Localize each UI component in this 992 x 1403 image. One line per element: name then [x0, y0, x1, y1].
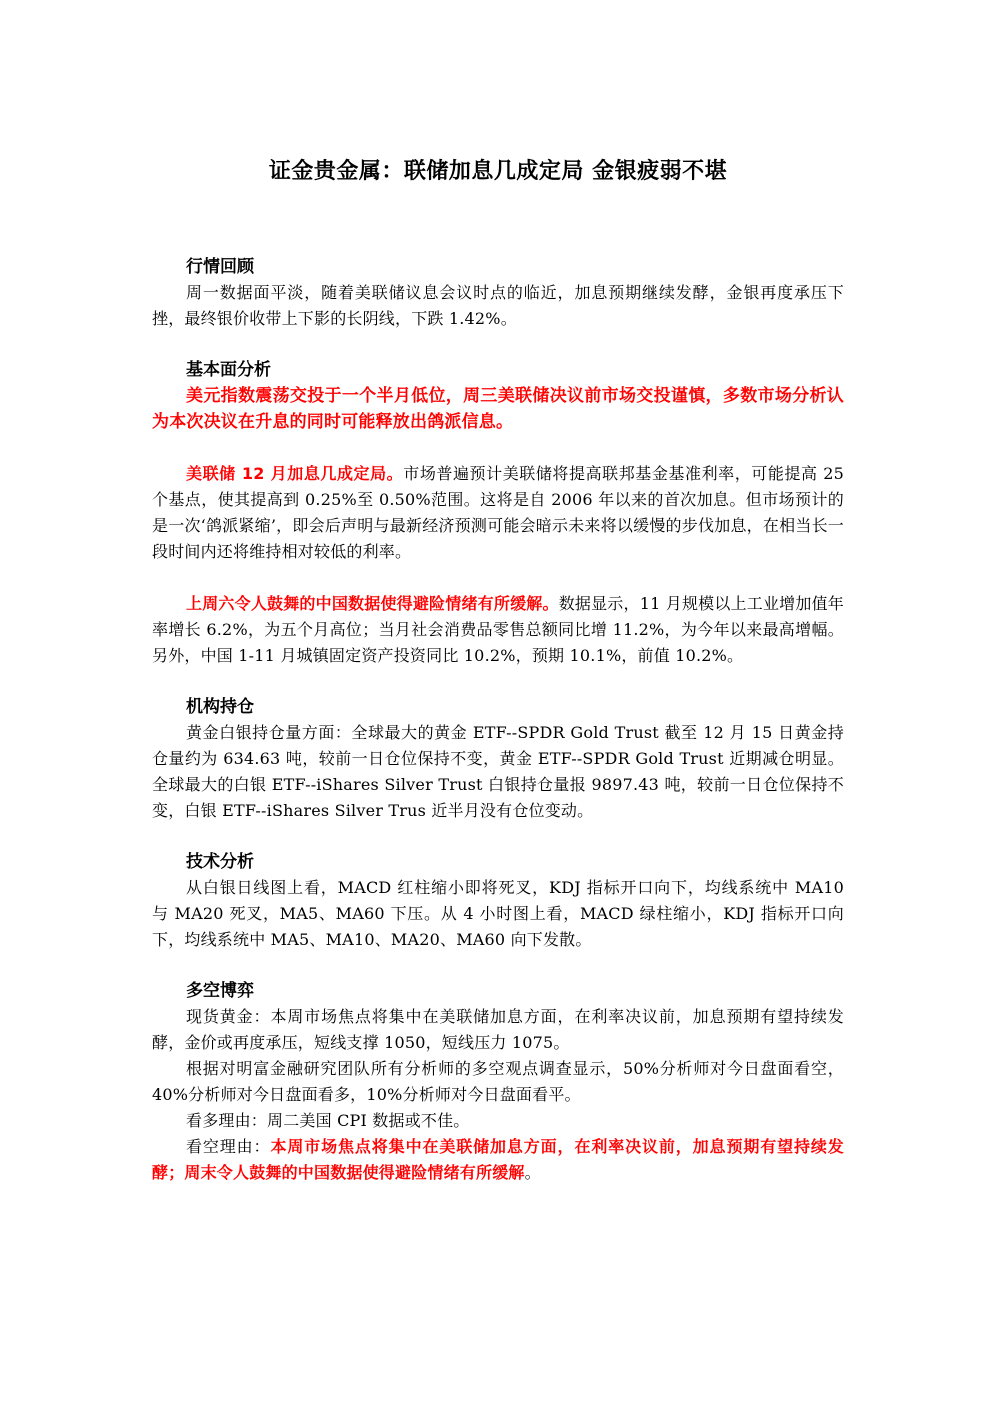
section-heading-fundamental: 基本面分析: [186, 360, 271, 380]
china-data-body: 数据显示，11 月规模以上工业增加值年率增长 6.2%，为五个月高位；当月社会消费品零售总额同比增 11.2%，为今年以来最高增幅。另外，中国 1-11 月城镇固定资产投资同比 10.2%，预期 10.1%，前值 10.2%。: [152, 594, 844, 665]
fundamental-paragraph-fed-hike: [152, 461, 844, 565]
section-heading-review: 行情回顾: [186, 257, 254, 277]
section-institutional-positions: [152, 694, 844, 824]
section-long-short: [152, 978, 844, 1186]
section-heading-longshort: 多空博弈: [186, 981, 254, 1001]
bear-reason-lead: 看空理由：: [186, 1137, 271, 1156]
section-market-review: [152, 254, 844, 332]
section-technical-analysis: [152, 849, 844, 953]
technical-paragraph: 从白银日线图上看，MACD 红柱缩小即将死叉，KDJ 指标开口向下，均线系统中 MA10 与 MA20 死叉，MA5、MA60 下压。从 4 小时图上看，MACD 绿柱缩小，KDJ 指标开口向下，均线系统中 MA5、MA10、MA20、MA60 向下发散。: [152, 878, 844, 949]
section-fundamental-analysis: [152, 357, 844, 669]
fundamental-paragraph-dollar-index: 美元指数震荡交投于一个半月低位，周三美联储决议前市场交投谨慎，多数市场分析认为本次决议在升息的同时可能释放出鸽派信息。: [152, 386, 844, 432]
document-title: 证金贵金属：联储加息几成定局 金银疲弱不堪: [268, 159, 728, 184]
paragraph-spacer: [152, 565, 844, 591]
positions-paragraph: 黄金白银持仓量方面：全球最大的黄金 ETF--SPDR Gold Trust 截至 12 月 15 日黄金持仓量约为 634.63 吨，较前一日仓位保持不变，黄金 ETF--SPDR Gold Trust 近期减仓明显。全球最大的白银 ETF--iShares Silver Trust 白银持仓量报 9897.43 吨，较前一日仓位保持不变，白银 ETF--iShares Silver Trus 近半月没有仓位变动。: [152, 723, 844, 820]
longshort-paragraph-bear-reason: [152, 1134, 844, 1186]
fundamental-paragraph-china-data: [152, 591, 844, 669]
longshort-paragraph-survey: 根据对明富金融研究团队所有分析师的多空观点调查显示，50%分析师对今日盘面看空，40%分析师对今日盘面看多，10%分析师对今日盘面看平。: [152, 1059, 844, 1104]
longshort-paragraph-spot-gold: 现货黄金：本周市场焦点将集中在美联储加息方面，在利率决议前，加息预期有望持续发酵，金价或再度承压，短线支撑 1050，短线压力 1075。: [152, 1007, 844, 1052]
bear-reason-highlight: 本周市场焦点将集中在美联储加息方面，在利率决议前，加息预期有望持续发酵；周末令人鼓舞的中国数据使得避险情绪有所缓解: [152, 1137, 844, 1182]
longshort-paragraph-bull-reason: 看多理由：周二美国 CPI 数据或不佳。: [186, 1111, 470, 1130]
bear-reason-end: 。: [524, 1163, 541, 1182]
paragraph-spacer: [152, 435, 844, 461]
fed-hike-highlight: 美联储 12 月加息几成定局。: [186, 464, 404, 483]
china-data-highlight: 上周六令人鼓舞的中国数据使得避险情绪有所缓解。: [186, 594, 559, 613]
section-heading-technical: 技术分析: [186, 852, 254, 872]
section-heading-positions: 机构持仓: [186, 697, 254, 717]
document-page: [152, 150, 844, 1211]
review-paragraph: 周一数据面平淡，随着美联储议息会议时点的临近，加息预期继续发酵，金银再度承压下挫，最终银价收带上下影的长阴线，下跌 1.42%。: [152, 283, 844, 328]
fed-hike-body: 市场普遍预计美联储将提高联邦基金基准利率，可能提高 25 个基点，使其提高到 0.25%至 0.50%范围。这将是自 2006 年以来的首次加息。但市场预计的是一次‘鸽派紧缩’，即会后声明与最新经济预测可能会暗示未来将以缓慢的步伐加息，在相当长一段时间内还将维持相对较低的利率。: [152, 464, 844, 561]
